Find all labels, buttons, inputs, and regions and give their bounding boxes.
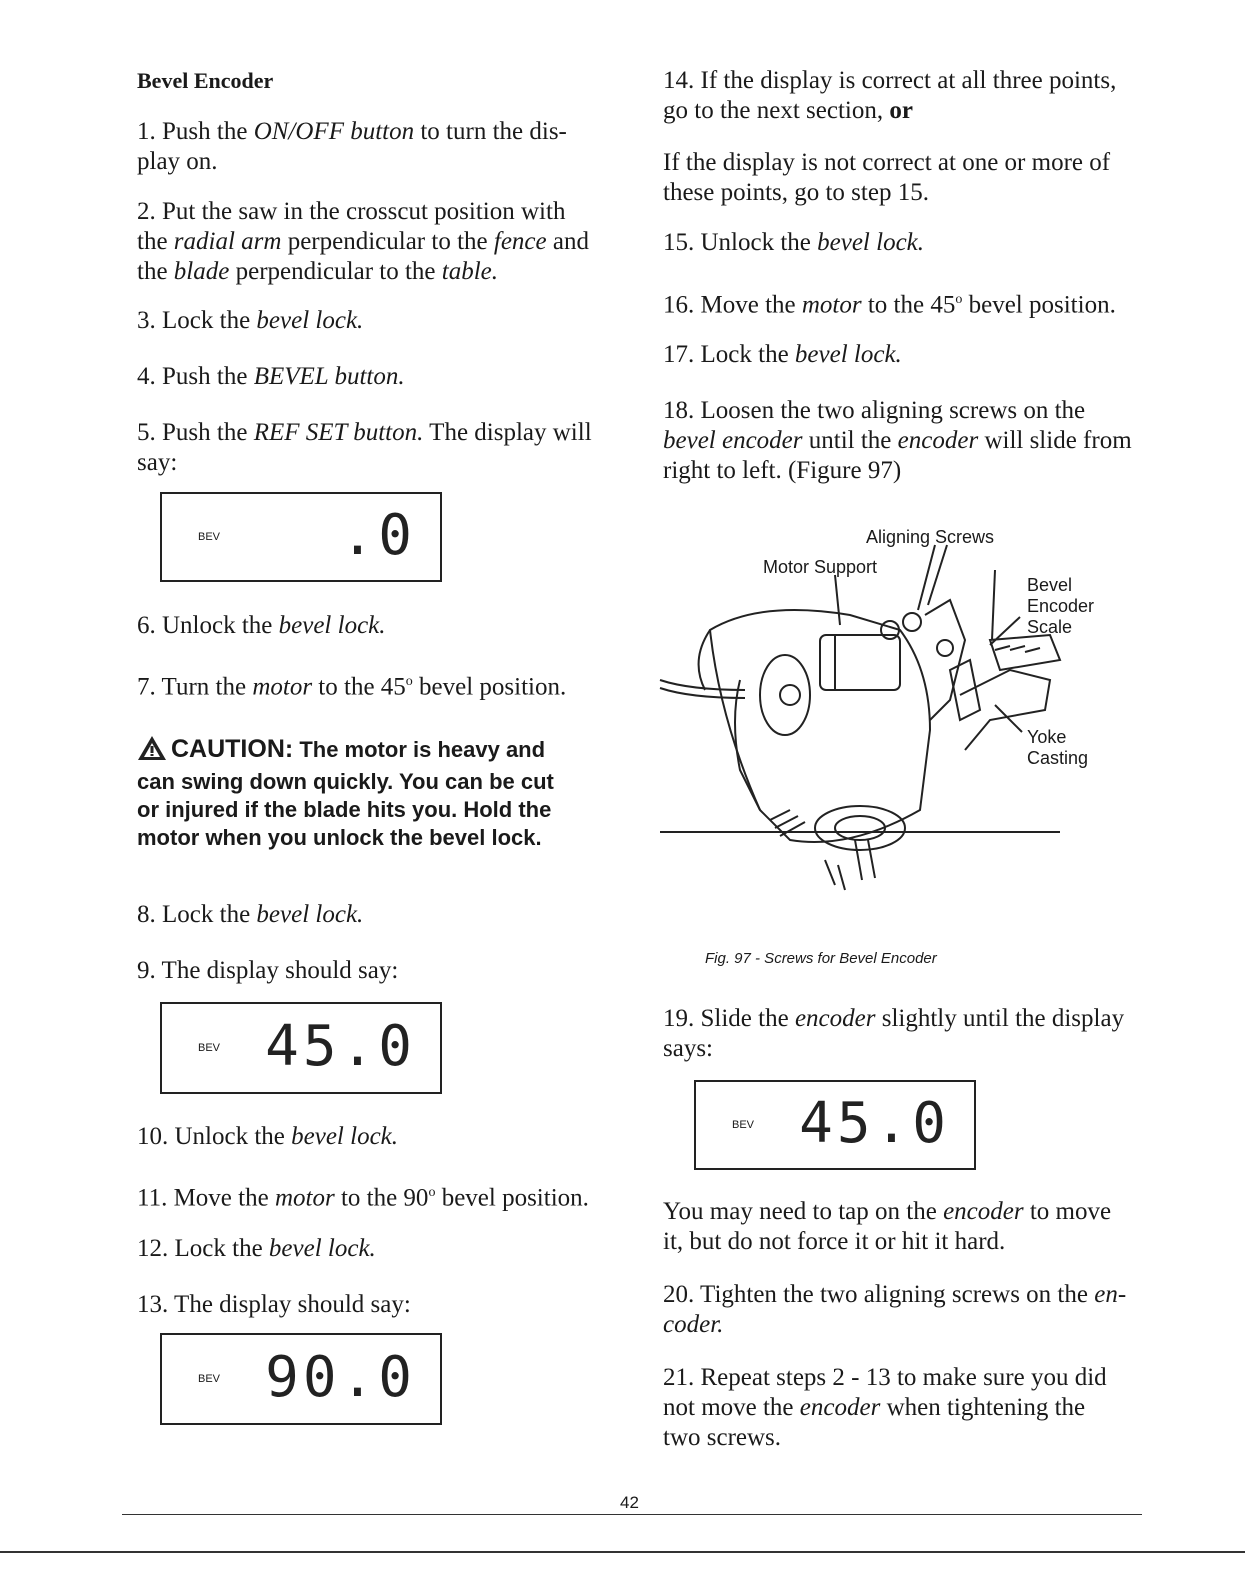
label-motor-support: Motor Support	[763, 557, 878, 577]
label-yoke-casting: Yoke Casting	[1027, 727, 1089, 768]
footer-divider	[122, 1514, 1142, 1515]
step-8: 8. Lock the bevel lock.	[137, 901, 364, 928]
step-16: 16. Move the motor to the 45$^o$ bevel position.	[663, 291, 1116, 319]
step-13: 13. The display should say:	[137, 1291, 411, 1318]
display-value: 45.0	[799, 1091, 950, 1157]
page-number: 42	[620, 1493, 639, 1512]
display-value: 90.0	[265, 1345, 416, 1411]
step-6: 6. Unlock the bevel lock.	[137, 612, 386, 639]
bottom-edge-rule	[0, 1551, 1245, 1553]
step-5: 5. Push the REF SET button. The display will say:	[137, 419, 592, 476]
display-mode-label: BEV	[732, 1119, 755, 1131]
display-readout-ref	[160, 492, 442, 582]
step-11: 11. Move the motor to the 90$^o$ bevel position.	[137, 1184, 589, 1212]
step-4: 4. Push the BEVEL button.	[137, 363, 405, 390]
note-tap-encoder: You may need to tap on the encoder to move it, but do not force it or hit it hard.	[663, 1198, 1112, 1255]
step-9: 9. The display should say:	[137, 957, 399, 984]
figure-caption: Fig. 97 - Screws for Bevel Encoder	[705, 950, 937, 967]
step-7: 7. Turn the motor to the 45$^o$ bevel position.	[137, 673, 567, 701]
display-mode-label: BEV	[198, 1373, 221, 1385]
display-value: .0	[340, 503, 416, 569]
display-readout-90	[160, 1333, 442, 1425]
display-mode-label: BEV	[198, 1042, 221, 1054]
label-bevel-encoder-scale: Bevel Encoder Scale	[1027, 575, 1095, 637]
step-3: 3. Lock the bevel lock.	[137, 307, 364, 334]
caution-warning: CAUTION: The motor is heavy and can swing down quickly. You can be cut or injured if the blade hits you. Hold the motor when you unlock the bevel lock.	[137, 735, 554, 850]
step-19: 19. Slide the encoder slightly until the display says:	[663, 1005, 1125, 1062]
section-heading: Bevel Encoder	[137, 68, 274, 93]
step-10: 10. Unlock the bevel lock.	[137, 1123, 399, 1150]
step-12: 12. Lock the bevel lock.	[137, 1235, 376, 1262]
warning-triangle-icon	[137, 735, 167, 768]
step-14: 14. If the display is correct at all three points, go to the next section, or	[663, 67, 1117, 124]
label-aligning-screws: Aligning Screws	[866, 527, 995, 547]
step-2: 2. Put the saw in the crosscut position with the radial arm perpendicular to the fence and the blade perpendicular to the table.	[137, 198, 589, 285]
display-value: 45.0	[265, 1014, 416, 1080]
step-21: 21. Repeat steps 2 - 13 to make sure you did not move the encoder when tightening the two screws.	[663, 1364, 1107, 1451]
display-readout-45-final	[694, 1080, 976, 1170]
step-20: 20. Tighten the two aligning screws on the en- coder.	[663, 1281, 1127, 1338]
display-readout-45	[160, 1002, 442, 1094]
step-18: 18. Loosen the two aligning screws on the bevel encoder until the encoder will slide from right to left. (Figure 97)	[663, 397, 1132, 484]
step-14-alt: If the display is not correct at one or more of these points, go to step 15.	[663, 149, 1111, 206]
step-1: 1. Push the ON/OFF button to turn the dis- play on.	[137, 118, 567, 175]
step-15: 15. Unlock the bevel lock.	[663, 229, 925, 256]
display-mode-label: BEV	[198, 531, 221, 543]
step-17: 17. Lock the bevel lock.	[663, 341, 902, 368]
